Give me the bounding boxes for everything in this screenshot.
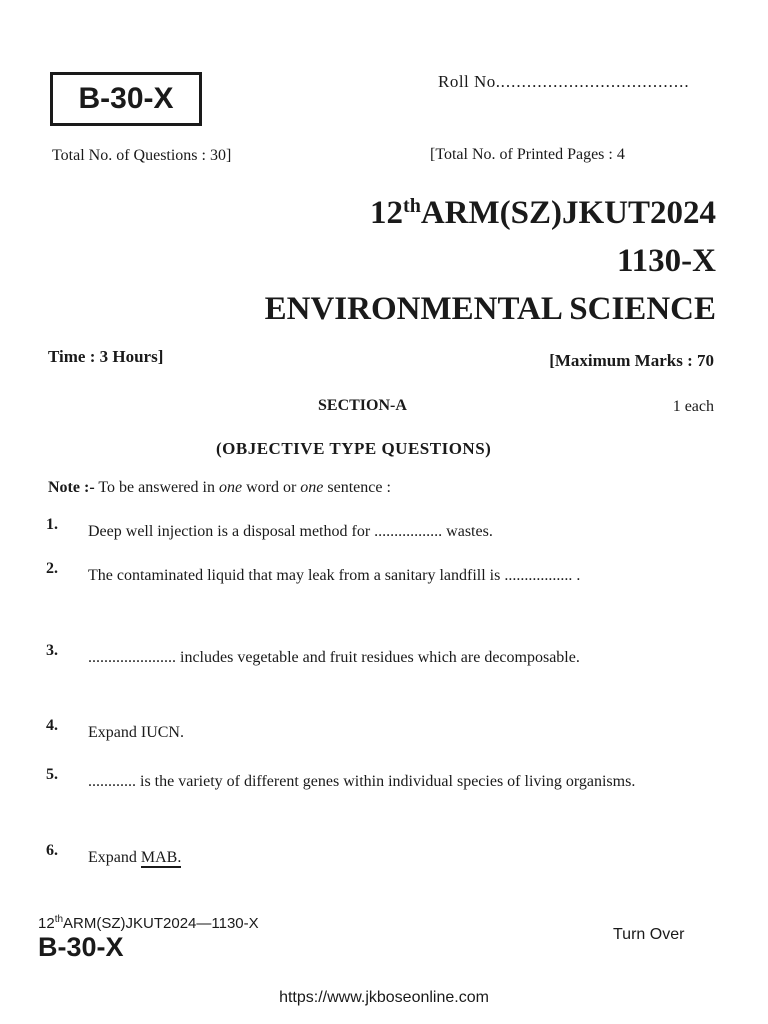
underlined-term: MAB. (140, 849, 182, 866)
exam-title-line2: 1130-X (617, 243, 716, 279)
roll-label: Roll No. (438, 72, 501, 91)
question-number: 1. (46, 516, 58, 533)
roll-number-line (438, 72, 690, 92)
source-url: https://www.jkboseonline.com (279, 989, 489, 1006)
question-text: The contaminated liquid that may leak from a sanitary landfill is ................. . (88, 567, 581, 584)
question-number: 6. (46, 842, 58, 859)
time-allowed: Time : 3 Hours] (48, 347, 164, 366)
question-number: 2. (46, 560, 58, 577)
question-type-heading: (OBJECTIVE TYPE QUESTIONS) (216, 439, 492, 458)
question-text: Expand MAB. (88, 849, 182, 866)
footer-paper-code: B-30-X (38, 932, 124, 962)
question-number: 5. (46, 766, 58, 783)
marks-each: 1 each (672, 398, 714, 415)
total-pages: [Total No. of Printed Pages : 4 (430, 146, 625, 163)
section-heading: SECTION-A (318, 397, 407, 414)
turn-over-label: Turn Over (613, 926, 685, 943)
question-number: 3. (46, 642, 58, 659)
instruction-note: Note :- To be answered in one word or one sentence : (48, 479, 391, 496)
roll-dots: .................................... (500, 72, 690, 91)
question-text: Expand IUCN. (88, 724, 184, 741)
total-questions: Total No. of Questions : 30] (52, 147, 232, 164)
question-text: ............ is the variety of different genes within individual species of living organisms. (88, 773, 636, 790)
note-label: Note :- (48, 479, 95, 496)
question-text: Deep well injection is a disposal method for ................. wastes. (88, 523, 493, 540)
paper-code: B-30-X (78, 82, 174, 115)
footer-exam-code: 12thARM(SZ)JKUT2024—1130-X (38, 914, 259, 932)
question-number: 4. (46, 717, 58, 734)
subject-title: ENVIRONMENTAL SCIENCE (264, 291, 716, 327)
maximum-marks: [Maximum Marks : 70 (549, 351, 714, 370)
exam-title-line1: 12thARM(SZ)JKUT2024 (370, 195, 716, 231)
paper-code-box (50, 72, 202, 126)
question-text: ...................... includes vegetable and fruit residues which are decomposable. (88, 649, 580, 666)
